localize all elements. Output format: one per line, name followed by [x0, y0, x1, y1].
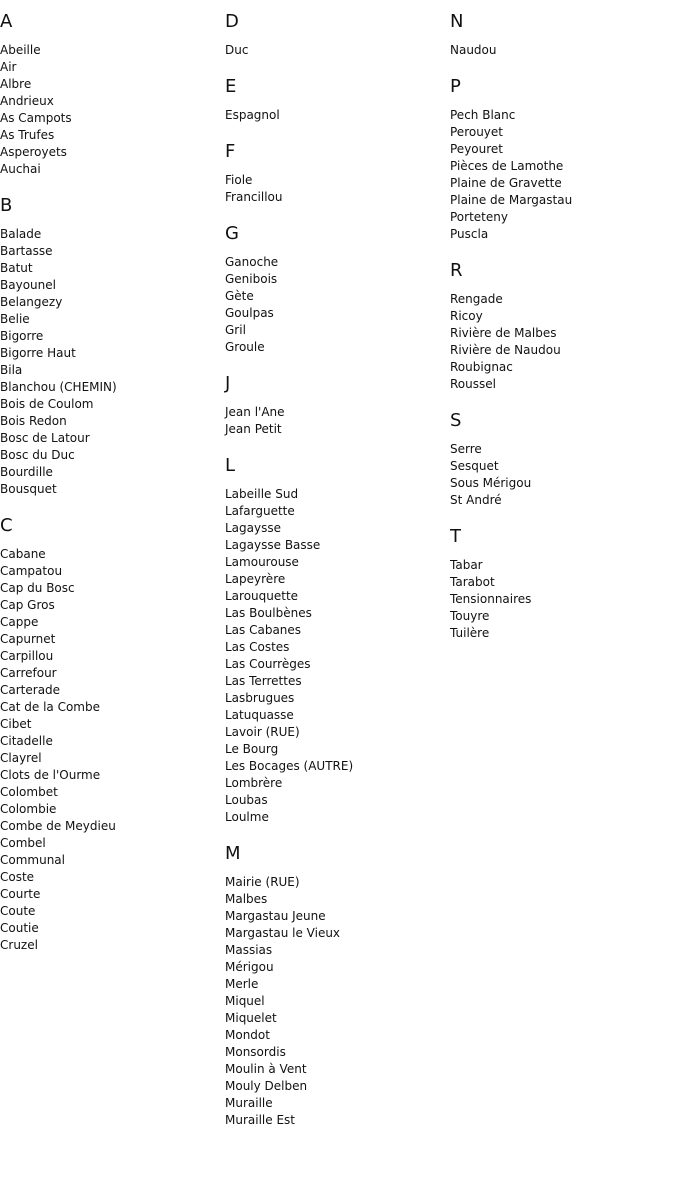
street-link[interactable]: Lombrère — [225, 776, 283, 790]
letter-heading: E — [225, 76, 237, 97]
street-list — [450, 291, 675, 393]
street-link[interactable]: Bigorre Haut — [0, 346, 76, 360]
letter-heading: L — [225, 455, 236, 476]
street-link[interactable]: Coute — [0, 904, 36, 918]
street-link[interactable]: Las Boulbènes — [225, 606, 312, 620]
street-link[interactable]: Bosc de Latour — [0, 431, 90, 445]
street-link[interactable]: Abeille — [0, 43, 41, 57]
letter-heading: R — [450, 260, 463, 281]
street-link[interactable]: Bois de Coulom — [0, 397, 94, 411]
letter-heading: P — [450, 76, 461, 97]
letter-heading: T — [450, 526, 461, 547]
street-link[interactable]: Puscla — [450, 227, 489, 241]
street-link[interactable]: Albre — [0, 77, 32, 91]
letter-group — [450, 76, 675, 243]
index-column — [0, 0, 225, 971]
street-link[interactable]: Miquelet — [225, 1011, 277, 1025]
street-list — [0, 546, 225, 954]
street-link[interactable]: Cappe — [0, 615, 39, 629]
letter-group — [0, 11, 225, 178]
street-link[interactable]: Courte — [0, 887, 41, 901]
street-link[interactable]: Plaine de Gravette — [450, 176, 562, 190]
street-link[interactable]: Pièces de Lamothe — [450, 159, 564, 173]
street-link[interactable]: Rivière de Malbes — [450, 326, 557, 340]
street-link[interactable]: Perouyet — [450, 125, 503, 139]
street-link[interactable]: Miquel — [225, 994, 265, 1008]
letter-heading: F — [225, 141, 236, 162]
street-link[interactable]: Cap Gros — [0, 598, 55, 612]
letter-heading: S — [450, 410, 462, 431]
street-link[interactable]: Genibois — [225, 272, 278, 286]
street-link[interactable]: Les Bocages (AUTRE) — [225, 759, 354, 773]
street-link[interactable]: Bartasse — [0, 244, 53, 258]
street-link[interactable]: Roubignac — [450, 360, 513, 374]
street-link[interactable]: Lagaysse Basse — [225, 538, 321, 552]
street-link[interactable]: Las Courrèges — [225, 657, 311, 671]
street-link[interactable]: Auchai — [0, 162, 41, 176]
street-link[interactable]: Cibet — [0, 717, 32, 731]
street-link[interactable]: Bigorre — [0, 329, 44, 343]
street-link[interactable]: Latuquasse — [225, 708, 294, 722]
street-list — [0, 42, 225, 178]
street-link[interactable]: Malbes — [225, 892, 268, 906]
street-link[interactable]: Porteteny — [450, 210, 508, 224]
street-link[interactable]: Gète — [225, 289, 254, 303]
street-link[interactable]: Colombet — [0, 785, 58, 799]
letter-group — [225, 76, 450, 124]
street-link[interactable]: Carpillou — [0, 649, 54, 663]
street-link[interactable]: Pech Blanc — [450, 108, 516, 122]
street-link[interactable]: Capurnet — [0, 632, 56, 646]
street-link[interactable]: Carrefour — [0, 666, 57, 680]
letter-group — [225, 11, 450, 59]
street-link[interactable]: Citadelle — [0, 734, 53, 748]
street-link[interactable]: Andrieux — [0, 94, 54, 108]
street-list — [0, 226, 225, 498]
letter-group — [450, 11, 675, 59]
street-link[interactable]: Jean Petit — [225, 422, 282, 436]
street-link[interactable]: Belie — [0, 312, 30, 326]
street-link[interactable]: Tensionnaires — [450, 592, 532, 606]
street-list — [225, 42, 450, 59]
street-link[interactable]: Coste — [0, 870, 35, 884]
letter-group — [450, 526, 675, 642]
letter-heading: C — [0, 515, 13, 536]
street-link[interactable]: Mondot — [225, 1028, 270, 1042]
letter-group — [225, 223, 450, 356]
street-link[interactable]: Groule — [225, 340, 265, 354]
street-link[interactable]: Muraille Est — [225, 1113, 295, 1127]
street-link[interactable]: Duc — [225, 43, 249, 57]
street-link[interactable]: Lamourouse — [225, 555, 299, 569]
street-link[interactable]: Larouquette — [225, 589, 299, 603]
letter-group — [225, 843, 450, 1129]
street-link[interactable]: Lavoir (RUE) — [225, 725, 300, 739]
street-link[interactable]: Goulpas — [225, 306, 274, 320]
street-link[interactable]: Blanchou (CHEMIN) — [0, 380, 117, 394]
street-link[interactable]: Lagaysse — [225, 521, 281, 535]
street-link[interactable]: Las Costes — [225, 640, 290, 654]
street-link[interactable]: Asperoyets — [0, 145, 67, 159]
street-link[interactable]: Peyouret — [450, 142, 503, 156]
street-link[interactable]: Cat de la Combe — [0, 700, 100, 714]
letter-group — [450, 410, 675, 509]
street-link[interactable]: Combel — [0, 836, 46, 850]
street-link[interactable]: Roussel — [450, 377, 496, 391]
street-link[interactable]: Tuilère — [450, 626, 490, 640]
letter-group — [0, 515, 225, 954]
letter-heading: M — [225, 843, 241, 864]
street-link[interactable]: Loulme — [225, 810, 269, 824]
street-link[interactable]: Massias — [225, 943, 273, 957]
street-link[interactable]: As Campots — [0, 111, 72, 125]
letter-group — [0, 195, 225, 498]
street-list — [225, 404, 450, 438]
street-link[interactable]: Lafarguette — [225, 504, 295, 518]
street-link[interactable]: Batut — [0, 261, 33, 275]
street-list — [225, 107, 450, 124]
street-link[interactable]: Cruzel — [0, 938, 38, 952]
street-list — [450, 557, 675, 642]
street-list — [450, 441, 675, 509]
street-link[interactable]: Lapeyrère — [225, 572, 286, 586]
street-link[interactable]: Monsordis — [225, 1045, 286, 1059]
street-link[interactable]: Ricoy — [450, 309, 483, 323]
street-list — [225, 172, 450, 206]
street-link[interactable]: Balade — [0, 227, 42, 241]
street-link[interactable]: Gril — [225, 323, 246, 337]
street-link[interactable]: Loubas — [225, 793, 268, 807]
street-link[interactable]: Las Terrettes — [225, 674, 302, 688]
street-link[interactable]: Plaine de Margastau — [450, 193, 573, 207]
street-link[interactable]: Mérigou — [225, 960, 274, 974]
street-link[interactable]: Bayounel — [0, 278, 56, 292]
street-link[interactable]: Cap du Bosc — [0, 581, 75, 595]
street-list — [450, 42, 675, 59]
street-link[interactable]: Clayrel — [0, 751, 42, 765]
letter-heading: D — [225, 11, 239, 32]
street-link[interactable]: Cabane — [0, 547, 46, 561]
street-link[interactable]: Merle — [225, 977, 259, 991]
letter-heading: B — [0, 195, 13, 216]
street-list — [225, 254, 450, 356]
street-link[interactable]: Mairie (RUE) — [225, 875, 300, 889]
street-link[interactable]: Bila — [0, 363, 23, 377]
street-link[interactable]: Tarabot — [450, 575, 495, 589]
street-link[interactable]: Sous Mérigou — [450, 476, 532, 490]
street-link[interactable]: Combe de Meydieu — [0, 819, 116, 833]
street-link[interactable]: Carterade — [0, 683, 61, 697]
street-link[interactable]: Muraille — [225, 1096, 273, 1110]
index-column — [225, 0, 450, 1146]
street-link[interactable]: Colombie — [0, 802, 57, 816]
letter-group — [225, 373, 450, 438]
street-list — [225, 874, 450, 1129]
letter-group — [225, 141, 450, 206]
street-list — [225, 486, 450, 826]
street-link[interactable]: Naudou — [450, 43, 497, 57]
street-link[interactable]: Touyre — [450, 609, 490, 623]
street-link[interactable]: Communal — [0, 853, 65, 867]
street-link[interactable]: Moulin à Vent — [225, 1062, 307, 1076]
street-link[interactable]: Jean l'Ane — [225, 405, 285, 419]
letter-heading: A — [0, 11, 13, 32]
street-link[interactable]: Belangezy — [0, 295, 63, 309]
letter-heading: J — [225, 373, 231, 394]
street-link[interactable]: Labeille Sud — [225, 487, 299, 501]
street-link[interactable]: Campatou — [0, 564, 63, 578]
street-link[interactable]: St André — [450, 493, 502, 507]
letter-heading: N — [450, 11, 464, 32]
street-link[interactable]: Sesquet — [450, 459, 499, 473]
street-link[interactable]: Margastau le Vieux — [225, 926, 341, 940]
street-link[interactable]: Clots de l'Ourme — [0, 768, 101, 782]
street-link[interactable]: As Trufes — [0, 128, 55, 142]
street-link[interactable]: Rengade — [450, 292, 503, 306]
street-link[interactable]: Mouly Delben — [225, 1079, 308, 1093]
street-link[interactable]: Bousquet — [0, 482, 57, 496]
street-link[interactable]: Margastau Jeune — [225, 909, 326, 923]
street-link[interactable]: Serre — [450, 442, 482, 456]
street-link[interactable]: Espagnol — [225, 108, 280, 122]
street-list — [450, 107, 675, 243]
street-link[interactable]: Air — [0, 60, 17, 74]
street-link[interactable]: Bosc du Duc — [0, 448, 75, 462]
street-link[interactable]: Lasbrugues — [225, 691, 295, 705]
street-link[interactable]: Coutie — [0, 921, 39, 935]
street-link[interactable]: Francillou — [225, 190, 283, 204]
street-link[interactable]: Bois Redon — [0, 414, 67, 428]
street-link[interactable]: Le Bourg — [225, 742, 279, 756]
street-link[interactable]: Fiole — [225, 173, 253, 187]
street-link[interactable]: Tabar — [450, 558, 483, 572]
letter-group — [225, 455, 450, 826]
street-link[interactable]: Bourdille — [0, 465, 53, 479]
letter-group — [450, 260, 675, 393]
street-link[interactable]: Rivière de Naudou — [450, 343, 561, 357]
index-column — [450, 0, 675, 659]
street-link[interactable]: Las Cabanes — [225, 623, 302, 637]
street-link[interactable]: Ganoche — [225, 255, 279, 269]
letter-heading: G — [225, 223, 239, 244]
